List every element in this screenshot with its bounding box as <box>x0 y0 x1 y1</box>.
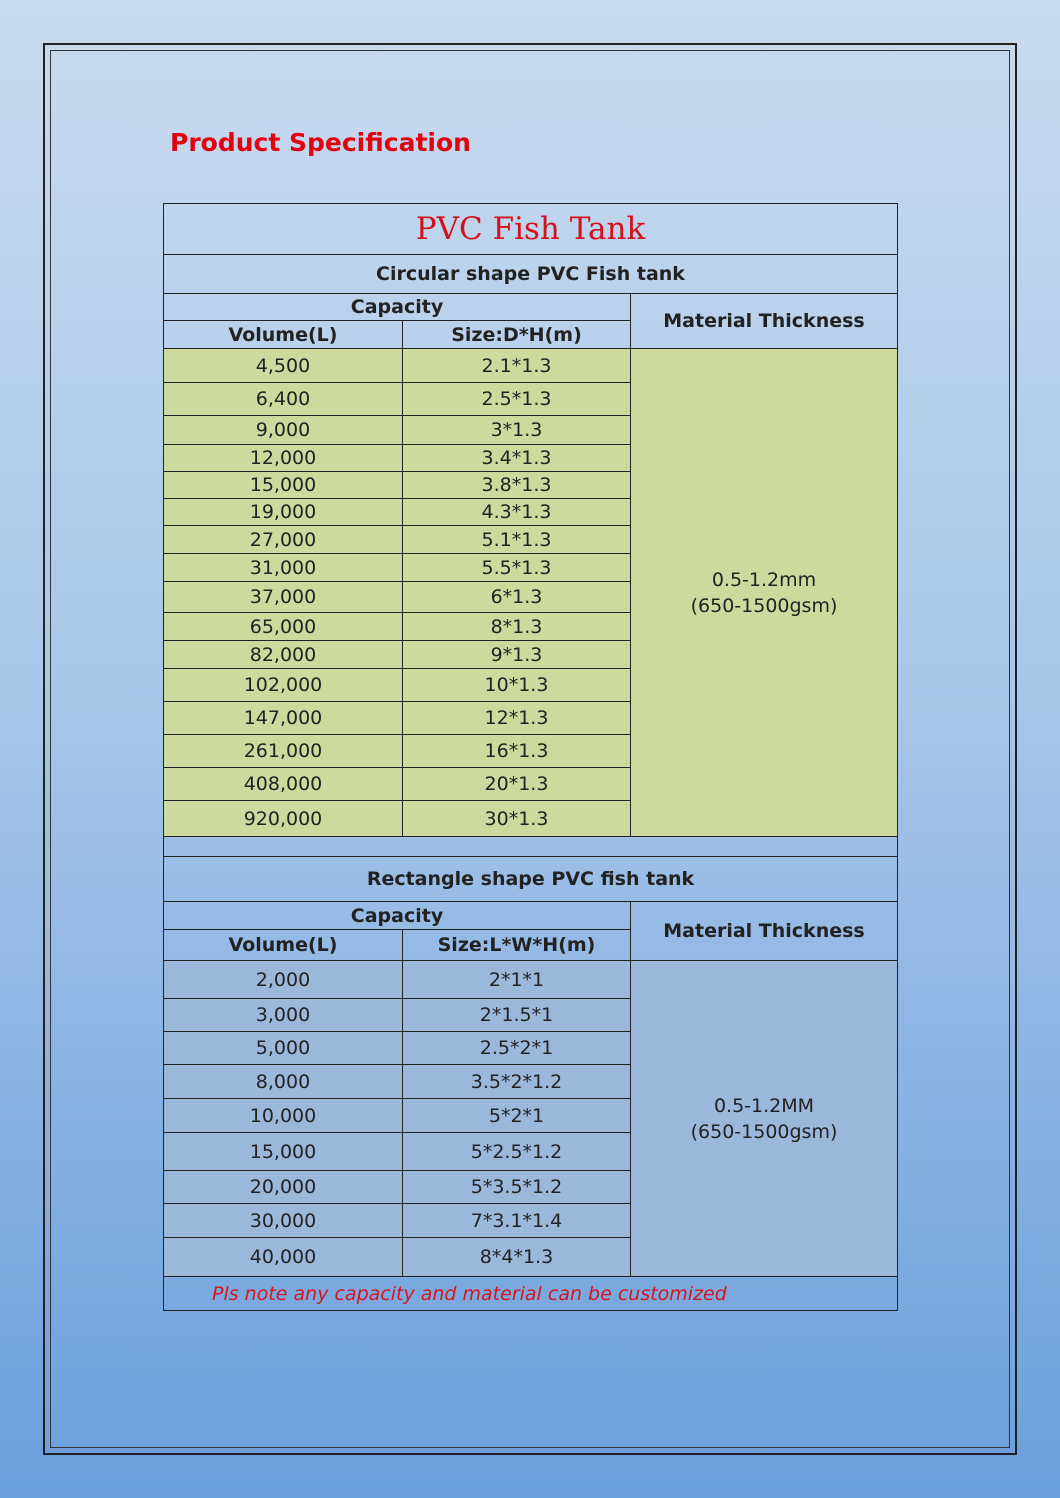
volume-cell: 19,000 <box>164 499 403 526</box>
thickness-value: 0.5-1.2mm <box>711 568 817 591</box>
volume-cell: 261,000 <box>164 735 403 768</box>
volume-cell: 3,000 <box>164 999 403 1032</box>
material-thickness-cell <box>631 349 898 837</box>
material-thickness-cell <box>631 961 898 1277</box>
size-cell: 20*1.3 <box>403 768 631 801</box>
size-cell: 8*1.3 <box>403 613 631 641</box>
size-cell: 16*1.3 <box>403 735 631 768</box>
volume-cell: 15,000 <box>164 472 403 499</box>
size-cell: 5*3.5*1.2 <box>403 1171 631 1204</box>
page-heading: Product Specification <box>170 128 471 157</box>
circular-thickness-header: Material Thickness <box>631 294 898 349</box>
circular-table-body <box>164 349 898 837</box>
size-cell: 2.1*1.3 <box>403 349 631 383</box>
size-cell: 3.5*2*1.2 <box>403 1065 631 1099</box>
customization-note: Pls note any capacity and material can be customized <box>164 1277 898 1311</box>
volume-cell: 102,000 <box>164 669 403 702</box>
size-cell: 7*3.1*1.4 <box>403 1204 631 1238</box>
spec-table <box>163 203 898 1311</box>
size-cell: 8*4*1.3 <box>403 1238 631 1277</box>
table-title: PVC Fish Tank <box>164 204 898 255</box>
volume-cell: 40,000 <box>164 1238 403 1277</box>
circular-section-title: Circular shape PVC Fish tank <box>164 255 898 294</box>
volume-cell: 37,000 <box>164 582 403 613</box>
size-cell: 3*1.3 <box>403 416 631 445</box>
size-cell: 2*1.5*1 <box>403 999 631 1032</box>
volume-cell: 82,000 <box>164 641 403 669</box>
volume-cell: 65,000 <box>164 613 403 641</box>
size-cell: 4.3*1.3 <box>403 499 631 526</box>
rectangle-volume-header: Volume(L) <box>164 930 403 961</box>
volume-cell: 920,000 <box>164 801 403 837</box>
size-cell: 6*1.3 <box>403 582 631 613</box>
volume-cell: 9,000 <box>164 416 403 445</box>
rectangle-thickness-header: Material Thickness <box>631 902 898 961</box>
volume-cell: 8,000 <box>164 1065 403 1099</box>
volume-cell: 4,500 <box>164 349 403 383</box>
size-cell: 30*1.3 <box>403 801 631 837</box>
size-cell: 5.1*1.3 <box>403 526 631 554</box>
thickness-value: 0.5-1.2MM <box>713 1094 815 1117</box>
volume-cell: 5,000 <box>164 1032 403 1065</box>
volume-cell: 10,000 <box>164 1099 403 1133</box>
volume-cell: 31,000 <box>164 554 403 582</box>
section-spacer <box>164 837 898 857</box>
size-cell: 12*1.3 <box>403 702 631 735</box>
circular-volume-header: Volume(L) <box>164 321 403 349</box>
volume-cell: 15,000 <box>164 1133 403 1171</box>
volume-cell: 6,400 <box>164 383 403 416</box>
size-cell: 2.5*2*1 <box>403 1032 631 1065</box>
thickness-gsm: (650-1500gsm) <box>690 1120 838 1143</box>
volume-cell: 147,000 <box>164 702 403 735</box>
thickness-gsm: (650-1500gsm) <box>690 594 838 617</box>
volume-cell: 2,000 <box>164 961 403 999</box>
volume-cell: 408,000 <box>164 768 403 801</box>
size-cell: 3.4*1.3 <box>403 445 631 472</box>
circular-size-header: Size:D*H(m) <box>403 321 631 349</box>
size-cell: 5.5*1.3 <box>403 554 631 582</box>
table-row <box>164 349 898 383</box>
rectangle-section-title: Rectangle shape PVC fish tank <box>164 857 898 902</box>
size-cell: 9*1.3 <box>403 641 631 669</box>
size-cell: 2*1*1 <box>403 961 631 999</box>
circular-capacity-header: Capacity <box>164 294 631 321</box>
size-cell: 2.5*1.3 <box>403 383 631 416</box>
rectangle-capacity-header: Capacity <box>164 902 631 930</box>
volume-cell: 20,000 <box>164 1171 403 1204</box>
volume-cell: 30,000 <box>164 1204 403 1238</box>
size-cell: 3.8*1.3 <box>403 472 631 499</box>
size-cell: 5*2.5*1.2 <box>403 1133 631 1171</box>
volume-cell: 12,000 <box>164 445 403 472</box>
table-row <box>164 961 898 999</box>
volume-cell: 27,000 <box>164 526 403 554</box>
size-cell: 5*2*1 <box>403 1099 631 1133</box>
rectangle-size-header: Size:L*W*H(m) <box>403 930 631 961</box>
rectangle-table-body <box>164 961 898 1277</box>
size-cell: 10*1.3 <box>403 669 631 702</box>
